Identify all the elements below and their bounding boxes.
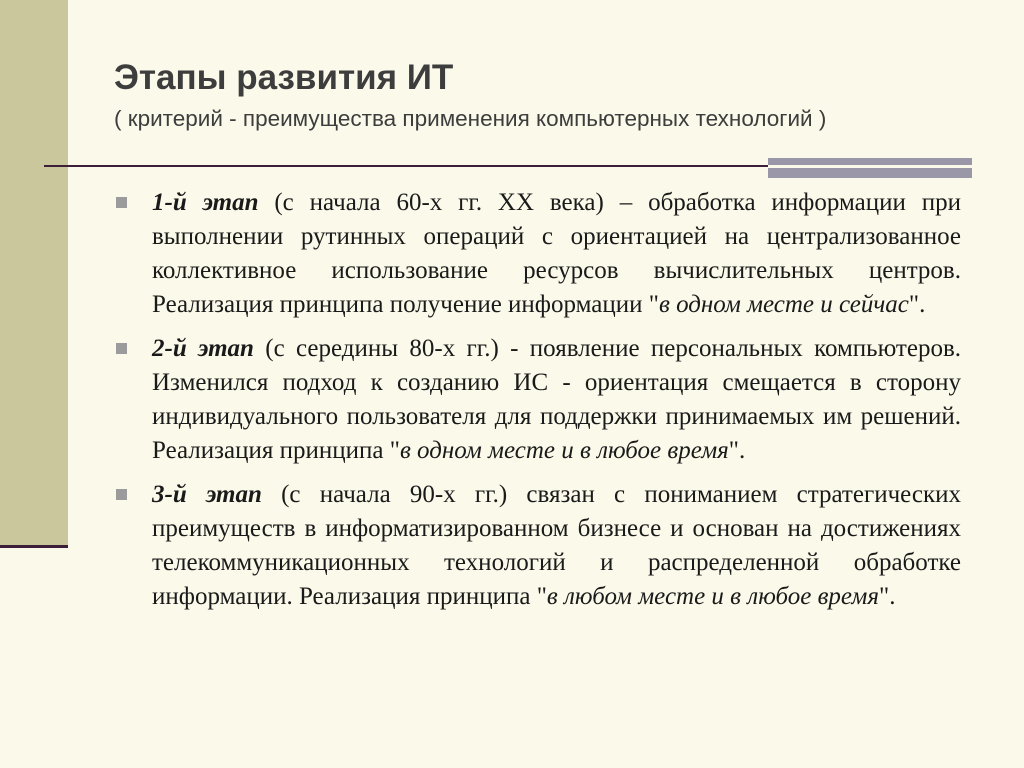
square-bullet-icon (116, 343, 127, 354)
list-item-stage-2 (116, 332, 961, 468)
bullet-list (116, 186, 961, 624)
square-bullet-icon (116, 197, 127, 208)
stage-end: ". (878, 583, 896, 610)
list-item-stage-3 (116, 478, 961, 614)
stage-quote: в любом месте и в любое время (546, 583, 879, 610)
stage-label: 3-й этап (152, 481, 262, 508)
title-block (114, 56, 994, 134)
slide-subtitle: ( критерий - преимущества применения компьютерных технологий ) (114, 106, 827, 131)
stage-label: 1-й этап (152, 189, 259, 216)
left-decor-strip (0, 0, 68, 547)
left-decor-line (0, 545, 68, 548)
stage-text: (с начала 60-х гг. XX века) – обработка информации при выполнении рутинных операций с ориентацией на централизованное коллективное использование ресурсов вычислительных центров. Реализация принципа получение информации " (152, 189, 962, 318)
stage-text: (с середины 80-х гг.) - появление персональных компьютеров. Изменился подход к созданию ИС - ориентация смещается в сторону индивидуального пользователя для поддержки принимаемых им решений. Реализация принципа " (152, 335, 961, 464)
stage-end: ". (908, 291, 926, 318)
stage-label: 2-й этап (152, 335, 254, 362)
square-bullet-icon (116, 489, 127, 500)
stage-end: ". (728, 437, 746, 464)
divider-accent-bar (768, 158, 972, 178)
stage-text: (с начала 90-х гг.) связан с пониманием стратегических преимуществ в информатизированном бизнесе и основан на достижениях телекоммуникационных технологий и распределенной обработке информации. Реализация принципа " (152, 481, 961, 610)
stage-quote: в одном месте и сейчас (658, 291, 909, 318)
slide-title: Этапы развития ИТ (114, 58, 454, 97)
stage-quote: в одном месте и в любое время (399, 437, 729, 464)
list-item-stage-1 (116, 186, 961, 322)
